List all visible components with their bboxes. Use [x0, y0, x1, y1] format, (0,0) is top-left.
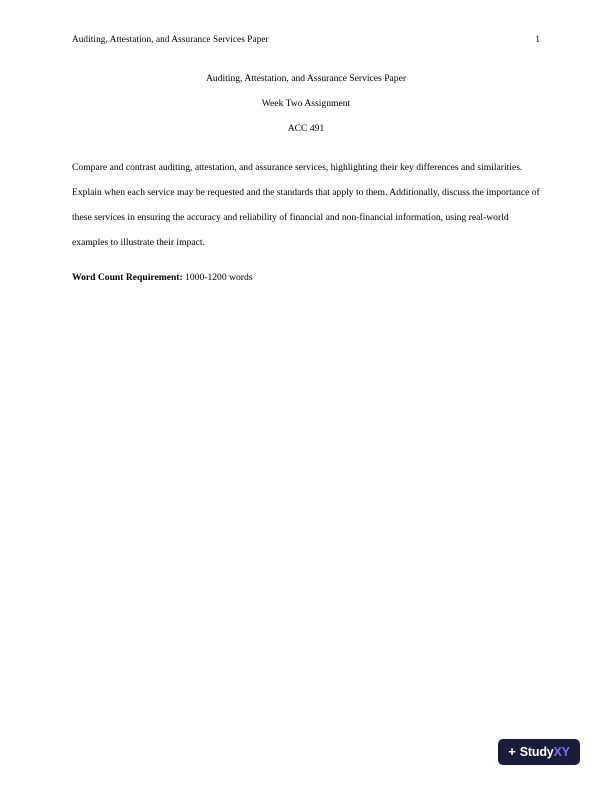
running-head-title: Auditing, Attestation, and Assurance Services Paper: [72, 34, 269, 44]
word-count-requirement: [72, 266, 540, 291]
word-count-value: 1000-1200 words: [182, 271, 253, 283]
paper-title: Auditing, Attestation, and Assurance Services Paper: [205, 73, 407, 85]
word-count-label: Word Count Requirement:: [72, 271, 183, 283]
brand-name: [520, 746, 570, 759]
running-head: [72, 34, 540, 45]
brand-name-study: Study: [519, 744, 554, 759]
document-body: [72, 34, 540, 300]
page-number: 1: [535, 34, 540, 44]
title-block: [72, 67, 540, 142]
body-paragraph: Compare and contrast auditing, attestation, and assurance services, highlighting their key differences and similarities. Explain when each service may be requested and the standards that apply to them. Additionally, discuss the importance of these services in ensuring the accuracy and reliability of financial and non-financial information, using real-world examples to illustrate their impact.: [72, 161, 540, 248]
course-code: ACC 491: [287, 122, 325, 134]
studyxy-watermark: [498, 739, 580, 765]
assignment-subtitle: Week Two Assignment: [261, 97, 351, 109]
brand-name-xy: XY: [553, 744, 570, 759]
plus-icon: +: [508, 744, 516, 759]
